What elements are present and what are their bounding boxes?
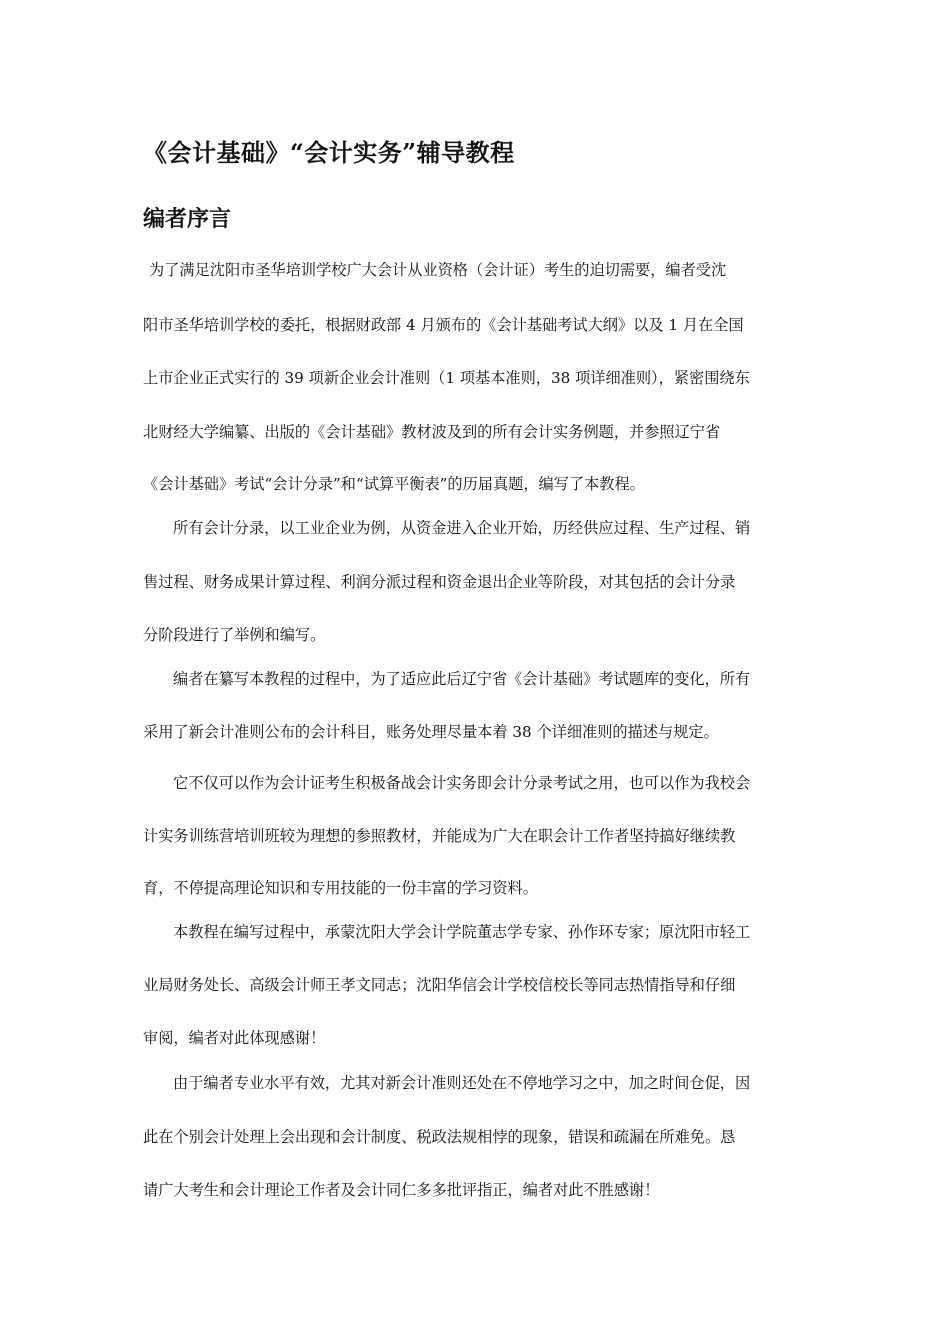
text-line: 它不仅可以作为会计证考生积极备战会计实务即会计分录考试之用，也可以作为我校会 xyxy=(173,774,751,792)
text-line: 分阶段进行了举例和编写。 xyxy=(143,626,326,644)
text-line: 计实务训练营培训班较为理想的参照教材，并能成为广大在职会计工作者坚持搞好继续教 xyxy=(143,827,736,845)
text-line: 育，不停提高理论知识和专用技能的一份丰富的学习资料。 xyxy=(143,879,538,897)
text-line: 售过程、财务成果计算过程、利润分派过程和资金退出企业等阶段，对其包括的会计分录 xyxy=(143,573,736,591)
text-line: 阳市圣华培训学校的委托，根据财政部 4 月颁布的《会计基础考试大纲》以及 1 月在全国 xyxy=(143,316,744,334)
text-line: 此在个别会计处理上会出现和会计制度、税政法规相悖的现象，错误和疏漏在所难免。恳 xyxy=(143,1128,736,1146)
text-line: 上市企业正式实行的 39 项新企业会计准则（1 项基本准则，38 项详细准则），紧密围绕东 xyxy=(143,369,750,387)
text-line: 业局财务处长、高级会计师王孝文同志；沈阳华信会计学校信校长等同志热情指导和仔细 xyxy=(143,976,736,994)
text-line: 所有会计分录，以工业企业为例，从资金进入企业开始，历经供应过程、生产过程、销 xyxy=(173,519,751,537)
text-line: 北财经大学编纂、出版的《会计基础》教材波及到的所有会计实务例题，并参照辽宁省 xyxy=(143,423,721,441)
text-line: 采用了新会计准则公布的会计科目，账务处理尽量本着 38 个详细准则的描述与规定。 xyxy=(143,723,719,741)
text-line: 编者在纂写本教程的过程中，为了适应此后辽宁省《会计基础》考试题库的变化，所有 xyxy=(173,670,751,688)
text-line: 请广大考生和会计理论工作者及会计同仁多多批评指正，编者对此不胜感谢！ xyxy=(143,1181,660,1199)
text-line: 《会计基础》考试“会计分录”和“试算平衡表”的历届真题，编写了本教程。 xyxy=(143,475,645,493)
section-heading: 编者序言 xyxy=(143,206,232,232)
document-title: 《会计基础》“会计实务”辅导教程 xyxy=(143,138,515,167)
text-line: 审阅，编者对此体现感谢！ xyxy=(143,1029,326,1047)
text-line: 由于编者专业水平有效，尤其对新会计准则还处在不停地学习之中，加之时间仓促，因 xyxy=(173,1074,751,1092)
text-line: 本教程在编写过程中，承蒙沈阳大学会计学院董志学专家、孙作环专家；原沈阳市轻工 xyxy=(173,923,751,941)
text-line: 为了满足沈阳市圣华培训学校广大会计从业资格（会计证）考生的迫切需要，编者受沈 xyxy=(149,261,727,279)
